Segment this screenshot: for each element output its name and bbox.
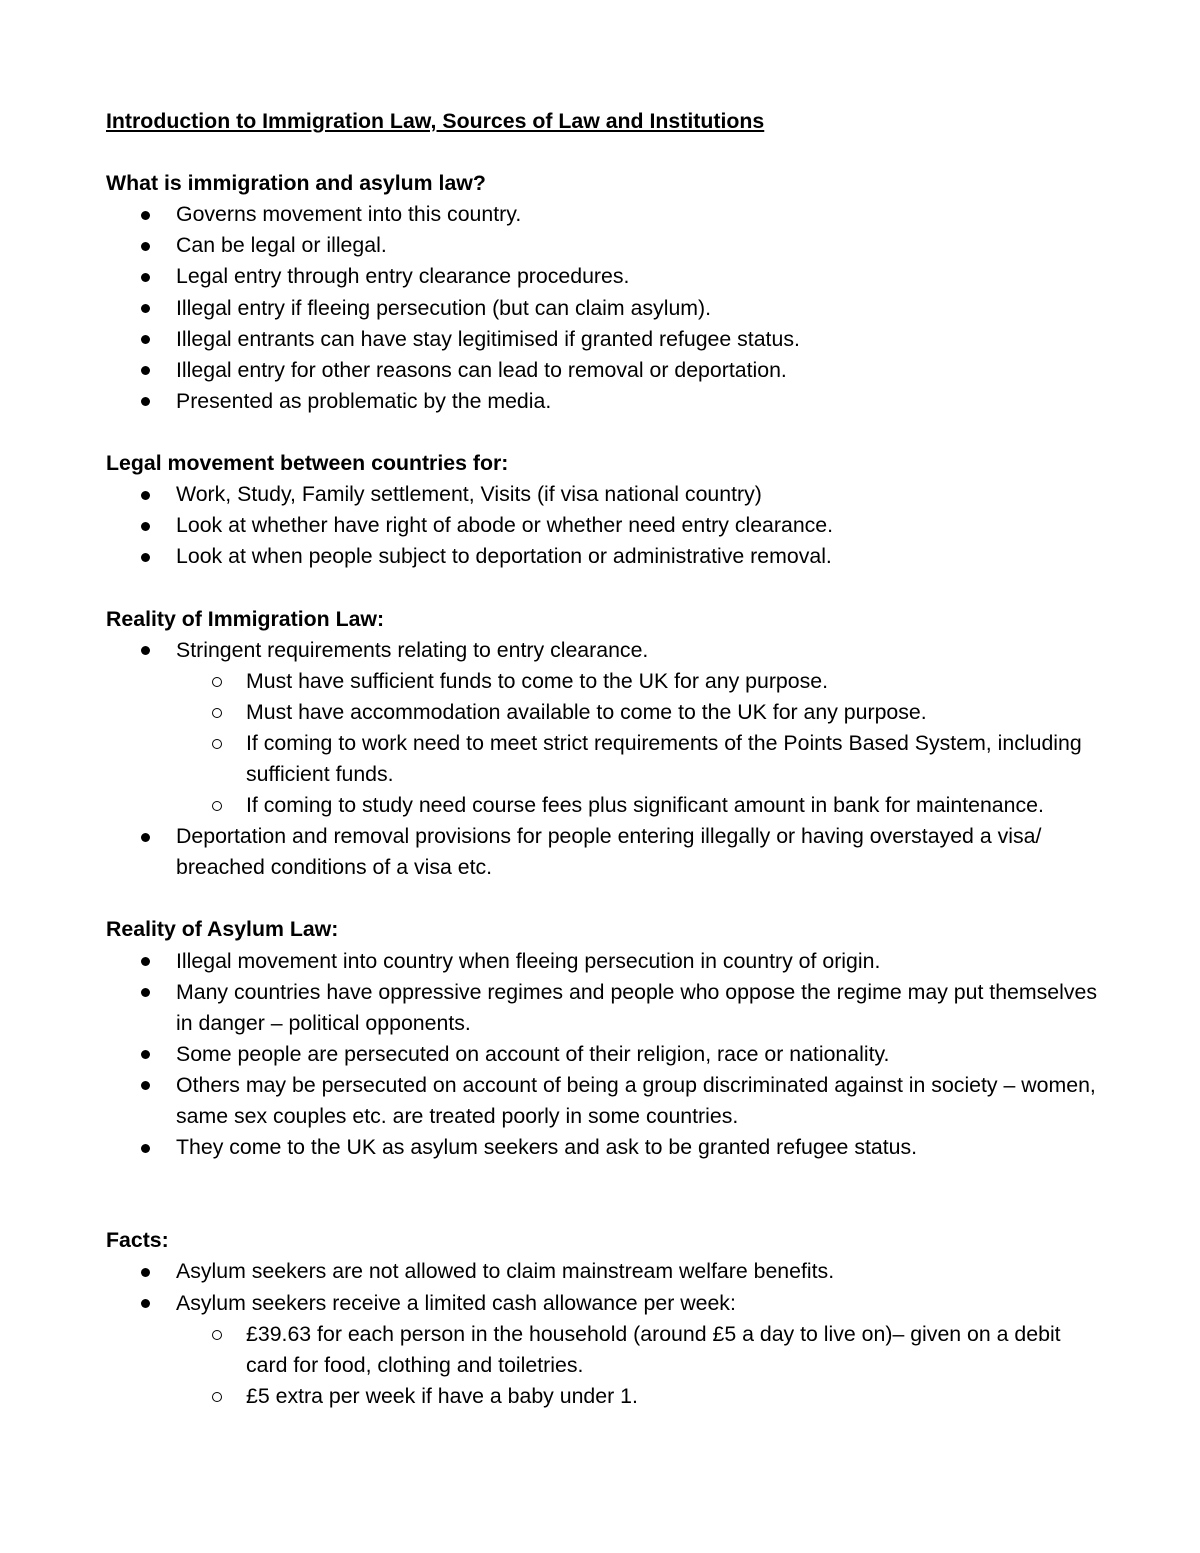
list-item [106,1256,1100,1287]
list-item-text: Deportation and removal provisions for people entering illegally or having overstayed a visa/ breached conditions of a visa etc. [176,824,1042,880]
bullet-icon [141,304,150,313]
section-immigration-asylum-law [106,168,1100,417]
list-item-text: Presented as problematic by the media. [176,388,552,413]
bullet-icon [141,957,150,966]
hollow-bullet-icon [212,801,222,811]
list-item-text: Can be legal or illegal. [176,233,387,258]
bullet-icon [141,366,150,375]
section-heading: Legal movement between countries for: [106,451,509,476]
list-item [106,1070,1100,1132]
bullet-icon [141,988,150,997]
list-item-text: Look at whether have right of abode or whether need entry clearance. [176,513,834,538]
section-heading: Reality of Asylum Law: [106,917,339,942]
list-item [106,635,1100,822]
bullet-icon [141,242,150,251]
list-item [106,230,1100,261]
bullet-icon [141,646,150,655]
sub-bullet-list [106,1319,1100,1412]
sub-bullet-list [106,666,1100,821]
list-item-text: Illegal entrants can have stay legitimised if granted refugee status. [176,326,800,351]
sub-list-item [106,728,1100,790]
bullet-icon [141,335,150,344]
sub-list-item [106,1319,1100,1381]
bullet-icon [141,1144,150,1153]
bullet-list [106,946,1100,1164]
bullet-icon [141,1299,150,1308]
sub-list-item [106,790,1100,821]
list-item-text: Many countries have oppressive regimes and people who oppose the regime may put themselves in danger – political opponents. [176,979,1098,1035]
hollow-bullet-icon [212,1392,222,1402]
list-item-text: Stringent requirements relating to entry clearance. [176,637,649,662]
sub-list-item-text: £5 extra per week if have a baby under 1. [246,1383,638,1408]
list-item-text: Asylum seekers receive a limited cash allowance per week: [176,1290,736,1315]
bullet-list [106,479,1100,572]
hollow-bullet-icon [212,1330,222,1340]
bullet-icon [141,397,150,406]
list-item [106,293,1100,324]
section-heading: Reality of Immigration Law: [106,606,385,631]
section-heading: Facts: [106,1228,169,1253]
bullet-icon [141,1050,150,1059]
sub-list-item-text: Must have accommodation available to come to the UK for any purpose. [246,699,927,724]
bullet-icon [141,1268,150,1277]
list-item [106,199,1100,230]
sub-list-item [106,697,1100,728]
document-title: Introduction to Immigration Law, Sources of Law and Institutions [106,109,765,133]
bullet-list [106,1256,1100,1411]
list-item [106,541,1100,572]
list-item-text: Illegal movement into country when fleeing persecution in country of origin. [176,948,881,973]
list-item [106,821,1100,883]
sub-list-item-text: Must have sufficient funds to come to the UK for any purpose. [246,668,829,693]
list-item [106,386,1100,417]
list-item-text: Look at when people subject to deportation or administrative removal. [176,544,832,569]
list-item-text: They come to the UK as asylum seekers and ask to be granted refugee status. [176,1135,918,1160]
sub-list-item-text: If coming to work need to meet strict requirements of the Points Based System, including sufficient funds. [246,730,1082,786]
hollow-bullet-icon [212,708,222,718]
sub-list-item [106,1381,1100,1412]
list-item [106,1039,1100,1070]
list-item [106,977,1100,1039]
sub-list-item-text: £39.63 for each person in the household (around £5 a day to live on)– given on a debit card for food, clothing and toiletries. [246,1321,1061,1377]
bullet-icon [141,491,150,500]
list-item-text: Others may be persecuted on account of being a group discriminated against in society – women, same sex couples etc. are treated poorly in some countries. [176,1072,1096,1128]
bullet-list [106,199,1100,417]
bullet-icon [141,522,150,531]
list-item-text: Legal entry through entry clearance procedures. [176,264,630,289]
bullet-list [106,635,1100,884]
bullet-icon [141,833,150,842]
list-item [106,479,1100,510]
list-item-text: Work, Study, Family settlement, Visits (if visa national country) [176,482,762,507]
bullet-icon [141,273,150,282]
list-item [106,1132,1100,1163]
list-item-text: Illegal entry if fleeing persecution (but can claim asylum). [176,295,712,320]
list-item [106,510,1100,541]
list-item-text: Illegal entry for other reasons can lead to removal or deportation. [176,357,787,382]
list-item-text: Governs movement into this country. [176,202,522,227]
sub-list-item [106,666,1100,697]
bullet-icon [141,553,150,562]
list-item [106,946,1100,977]
bullet-icon [141,1081,150,1090]
section-reality-asylum-law [106,914,1100,1163]
list-item [106,261,1100,292]
hollow-bullet-icon [212,739,222,749]
document-page [106,106,1100,1443]
hollow-bullet-icon [212,677,222,687]
list-item [106,324,1100,355]
list-item [106,355,1100,386]
sub-list-item-text: If coming to study need course fees plus significant amount in bank for maintenance. [246,793,1044,818]
section-legal-movement [106,448,1100,572]
section-heading: What is immigration and asylum law? [106,171,486,196]
section-reality-immigration-law [106,604,1100,884]
section-facts [106,1225,1100,1412]
bullet-icon [141,211,150,220]
list-item [106,1288,1100,1412]
list-item-text: Asylum seekers are not allowed to claim mainstream welfare benefits. [176,1259,835,1284]
list-item-text: Some people are persecuted on account of their religion, race or nationality. [176,1041,890,1066]
